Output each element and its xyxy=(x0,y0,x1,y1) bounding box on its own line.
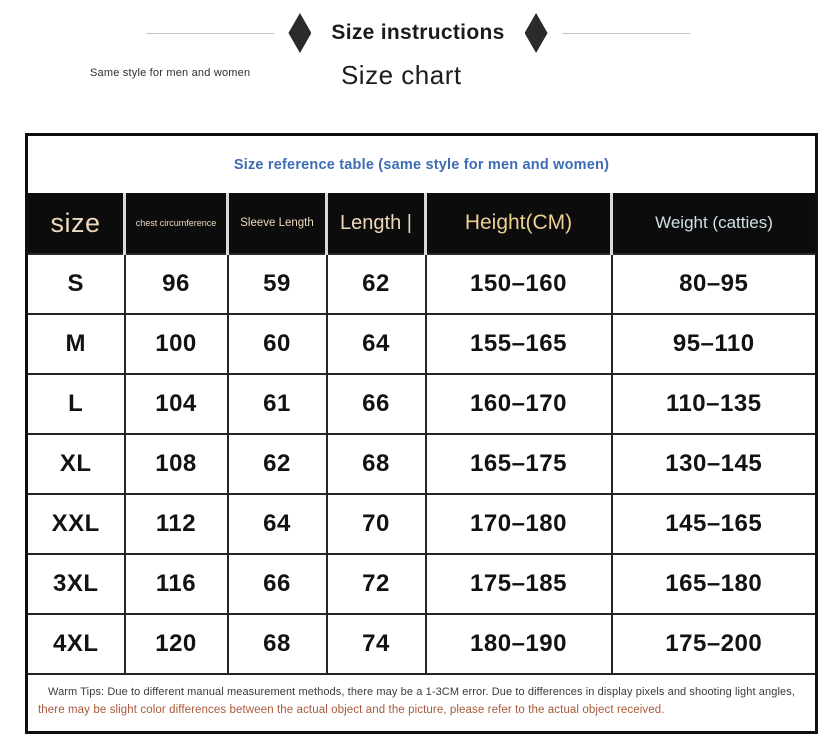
measurement-cell: 175–185 xyxy=(426,554,612,614)
size-label-cell: L xyxy=(27,374,125,434)
table-row xyxy=(27,314,817,374)
measurement-cell: 175–200 xyxy=(612,614,817,674)
warm-tips-line1: Warm Tips: Due to different manual measurement methods, there may be a 1-3CM error. Due to differences in display pixels and shooting light angles, xyxy=(48,686,795,698)
measurement-cell: 165–175 xyxy=(426,434,612,494)
table-row xyxy=(27,614,817,674)
table-row xyxy=(27,494,817,554)
measurement-cell: 64 xyxy=(228,494,327,554)
measurement-cell: 61 xyxy=(228,374,327,434)
size-label-cell: 3XL xyxy=(27,554,125,614)
measurement-cell: 64 xyxy=(327,314,426,374)
measurement-cell: 60 xyxy=(228,314,327,374)
measurement-cell: 66 xyxy=(327,374,426,434)
size-label-cell: XXL xyxy=(27,494,125,554)
left-divider-line xyxy=(146,33,274,34)
size-label-cell: S xyxy=(27,254,125,314)
page-title: Size chart xyxy=(340,60,462,90)
size-label-cell: 4XL xyxy=(27,614,125,674)
unisex-note: Same style for men and women xyxy=(90,67,251,79)
measurement-cell: 80–95 xyxy=(612,254,817,314)
warm-tips-cell xyxy=(27,674,817,732)
table-caption: Size reference table (same style for men and women) xyxy=(233,156,610,173)
measurement-cell: 95–110 xyxy=(612,314,817,374)
table-row xyxy=(27,254,817,314)
measurement-cell: 155–165 xyxy=(426,314,612,374)
column-header-size: size xyxy=(27,193,125,254)
measurement-cell: 68 xyxy=(228,614,327,674)
measurement-cell: 112 xyxy=(125,494,228,554)
column-header-chest: chest circumference xyxy=(125,193,228,254)
column-header-height: Height(CM) xyxy=(426,193,612,254)
table-row xyxy=(27,434,817,494)
measurement-cell: 72 xyxy=(327,554,426,614)
column-header-sleeve: Sleeve Length xyxy=(228,193,327,254)
table-row xyxy=(27,374,817,434)
measurement-cell: 180–190 xyxy=(426,614,612,674)
measurement-cell: 68 xyxy=(327,434,426,494)
measurement-cell: 170–180 xyxy=(426,494,612,554)
right-divider-line xyxy=(562,33,690,34)
measurement-cell: 108 xyxy=(125,434,228,494)
measurement-cell: 62 xyxy=(327,254,426,314)
measurement-cell: 150–160 xyxy=(426,254,612,314)
measurement-cell: 145–165 xyxy=(612,494,817,554)
size-table xyxy=(25,133,818,734)
table-header-row xyxy=(27,193,817,254)
measurement-cell: 59 xyxy=(228,254,327,314)
measurement-cell: 160–170 xyxy=(426,374,612,434)
table-row xyxy=(27,554,817,614)
size-label-cell: XL xyxy=(27,434,125,494)
measurement-cell: 74 xyxy=(327,614,426,674)
measurement-cell: 96 xyxy=(125,254,228,314)
measurement-cell: 110–135 xyxy=(612,374,817,434)
left-diamond-icon xyxy=(288,13,311,53)
section-title: Size instructions xyxy=(331,21,505,44)
size-label-cell: M xyxy=(27,314,125,374)
measurement-cell: 70 xyxy=(327,494,426,554)
table-caption-row xyxy=(27,135,817,194)
size-table-body xyxy=(27,254,817,674)
measurement-cell: 120 xyxy=(125,614,228,674)
right-diamond-icon xyxy=(525,13,548,53)
size-table-container xyxy=(25,133,818,734)
warm-tips-row xyxy=(27,674,817,732)
measurement-cell: 62 xyxy=(228,434,327,494)
column-header-weight: Weight (catties) xyxy=(612,193,817,254)
measurement-cell: 116 xyxy=(125,554,228,614)
measurement-cell: 165–180 xyxy=(612,554,817,614)
measurement-cell: 100 xyxy=(125,314,228,374)
measurement-cell: 66 xyxy=(228,554,327,614)
decor-title-row xyxy=(0,10,836,56)
warm-tips-line2: there may be slight color differences between the actual object and the picture, please refer to the actual object received. xyxy=(38,703,665,716)
measurement-cell: 130–145 xyxy=(612,434,817,494)
measurement-cell: 104 xyxy=(125,374,228,434)
column-header-length: Length | xyxy=(327,193,426,254)
